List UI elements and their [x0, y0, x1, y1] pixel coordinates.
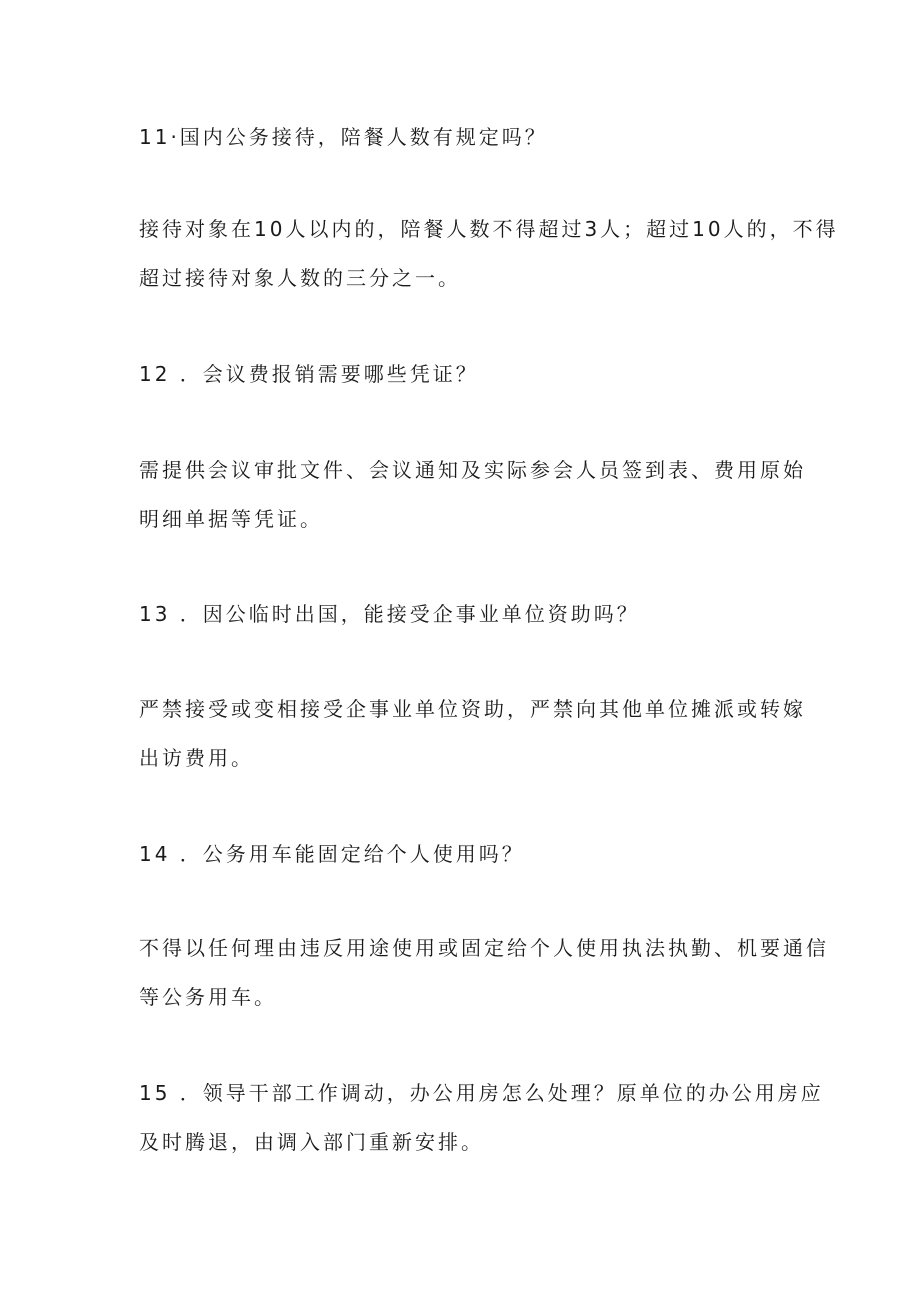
answer-13-line-1: 严禁接受或变相接受企事业单位资助，严禁向其他单位摊派或转嫁 — [139, 697, 806, 721]
question-11: 11·国内公务接待，陪餐人数有规定吗？ — [139, 125, 548, 149]
answer-11-line-1: 接待对象在10人以内的，陪餐人数不得超过3人；超过10人的，不得 — [139, 217, 839, 241]
question-13: 13 ．因公临时出国，能接受企事业单位资助吗？ — [139, 602, 640, 626]
answer-12-line-2: 明细单据等凭证。 — [139, 507, 323, 531]
answer-14-line-1: 不得以任何理由违反用途使用或固定给个人使用执法执勤、机要通信 — [139, 936, 829, 960]
answer-12-line-1: 需提供会议审批文件、会议通知及实际参会人员签到表、费用原始 — [139, 458, 806, 482]
answer-11-line-2: 超过接待对象人数的三分之一。 — [139, 266, 461, 290]
question-14: 14 ．公务用车能固定给个人使用吗？ — [139, 842, 525, 866]
answer-13-line-2: 出访费用。 — [139, 746, 254, 770]
question-12: 12 ．会议费报销需要哪些凭证？ — [139, 362, 479, 386]
question-15-line-2: 及时腾退，由调入部门重新安排。 — [139, 1130, 484, 1154]
question-15-line-1: 15 ．领导干部工作调动，办公用房怎么处理？原单位的办公用房应 — [139, 1081, 824, 1105]
answer-14-line-2: 等公务用车。 — [139, 985, 277, 1009]
